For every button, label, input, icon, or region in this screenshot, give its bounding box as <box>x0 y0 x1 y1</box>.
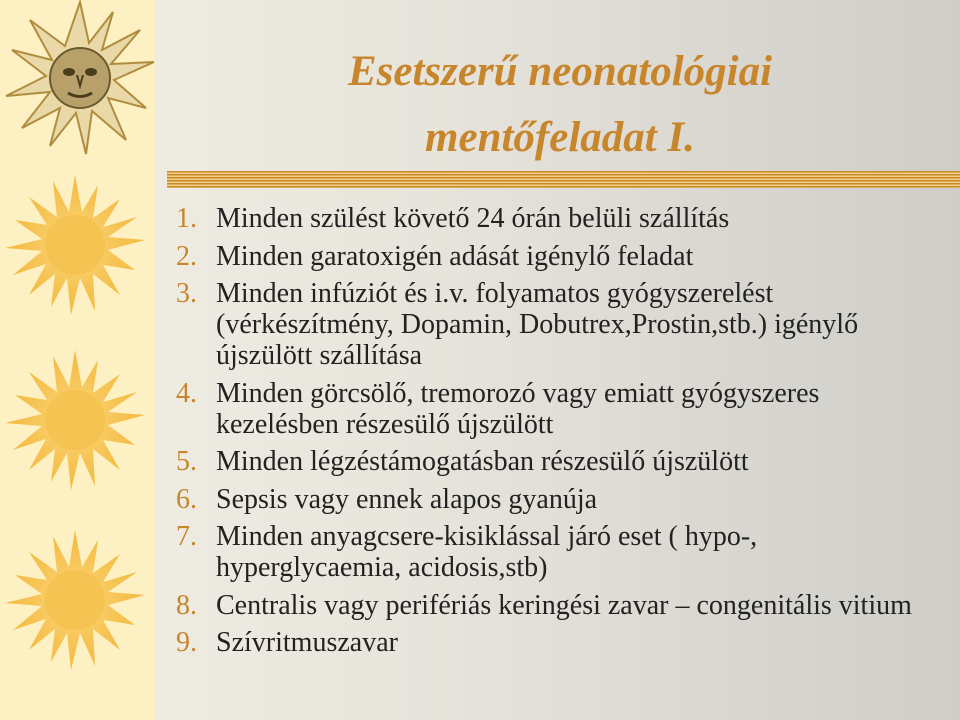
item-text: Minden infúziót és i.v. folyamatos gyógyszerelést (vérkészítmény, Dopamin, Dobutrex,Prostin,stb.) igénylő újszülött szállítása <box>216 278 859 371</box>
item-number: 3. <box>176 278 197 309</box>
sun-face-icon <box>6 2 154 154</box>
item-text: Centralis vagy perifériás keringési zavar – congenitális vitium <box>216 589 912 621</box>
list-item <box>176 627 946 658</box>
list-item <box>176 484 946 515</box>
item-number: 9. <box>176 627 197 658</box>
item-text: Minden légzéstámogatásban részesülő újszülött <box>216 446 749 477</box>
item-text: Minden szülést követő 24 órán belüli szállítás <box>216 203 730 234</box>
item-number: 2. <box>176 240 197 272</box>
item-text: Sepsis vagy ennek alapos gyanúja <box>216 483 598 515</box>
title-line-1: Esetszerű neonatológiai <box>347 47 773 95</box>
item-number: 5. <box>176 446 197 477</box>
slide-title <box>160 39 960 171</box>
item-text: Minden anyagcsere-kisiklással járó eset ( hypo-, hyperglycaemia, acidosis,stb) <box>216 521 758 583</box>
item-number: 1. <box>176 203 197 234</box>
list-item <box>176 378 946 440</box>
list-item <box>176 278 946 371</box>
item-number: 4. <box>176 377 197 409</box>
item-number: 7. <box>176 521 197 552</box>
list-item <box>176 446 946 477</box>
item-number: 6. <box>176 483 197 515</box>
item-number: 8. <box>176 589 197 621</box>
decorative-sidebar <box>0 0 155 720</box>
item-text: Szívritmuszavar <box>216 627 398 658</box>
item-text: Minden garatoxigén adását igénylő feladat <box>216 240 694 272</box>
list-item <box>176 521 946 583</box>
sun-decorations <box>0 0 155 720</box>
title-line-2: mentőfeladat I. <box>425 113 695 161</box>
list-item <box>176 203 946 234</box>
criteria-list <box>176 203 946 665</box>
list-item <box>176 590 946 621</box>
list-item <box>176 241 946 272</box>
title-divider <box>167 171 960 188</box>
item-text: Minden görcsölő, tremorozó vagy emiatt gyógyszeres kezelésben részesülő újszülött <box>216 377 820 440</box>
